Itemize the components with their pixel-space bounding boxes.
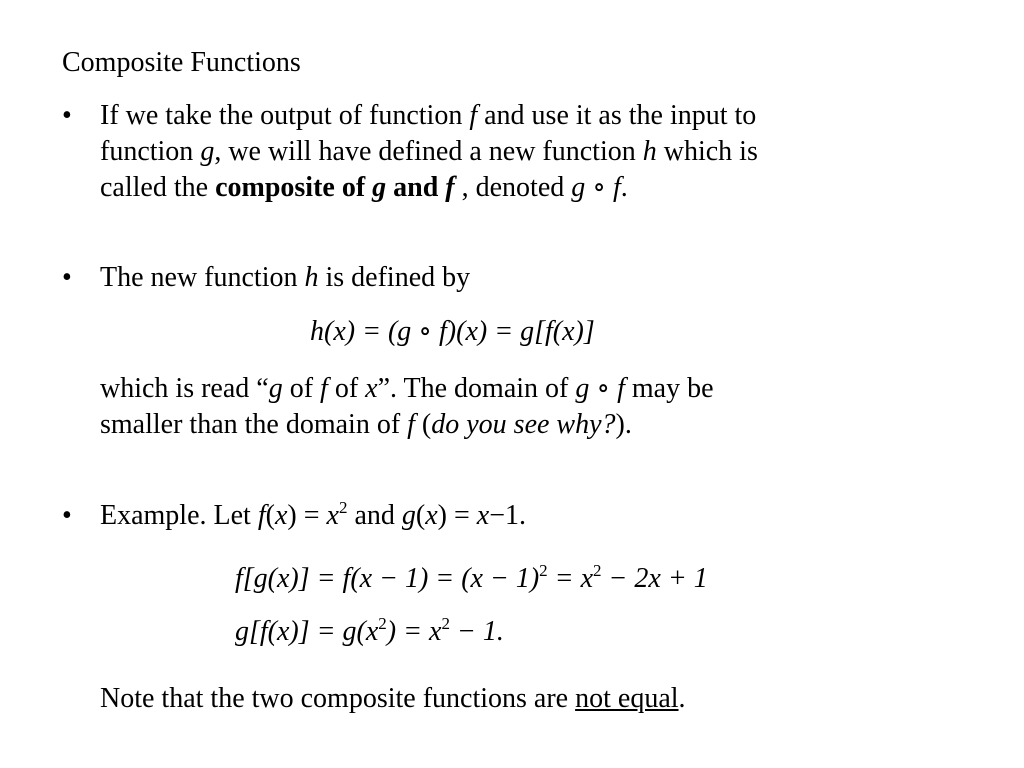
math-expression: − 2x + 1	[601, 563, 708, 594]
text-span: (	[414, 409, 432, 440]
exponent: 2	[378, 614, 387, 633]
text-span: Note that the two composite functions are	[100, 683, 576, 714]
bullet-point-icon: •	[62, 100, 72, 131]
text-line	[100, 498, 526, 534]
math-expression: g[f(x)] = g(x	[235, 616, 379, 647]
text-span: of	[327, 373, 366, 404]
math-var-x: x	[476, 500, 490, 531]
text-span: of	[282, 373, 321, 404]
text-line	[100, 260, 470, 296]
math-expression: = x	[547, 563, 593, 594]
text-span: which is	[656, 136, 758, 167]
text-span: ) =	[437, 500, 477, 531]
math-var-x: x	[326, 500, 339, 531]
underlined-text: not equal	[575, 683, 679, 714]
text-span: and	[347, 500, 402, 531]
bold-term	[215, 172, 455, 203]
text-span: Example. Let	[100, 500, 258, 531]
math-var-x: x	[365, 373, 378, 404]
math-var-f: f	[320, 373, 328, 404]
math-composition: g ∘ f	[571, 172, 621, 203]
math-var-g: g	[268, 373, 283, 404]
math-expression: f[g(x)] = f(x − 1) = (x − 1)	[235, 563, 540, 594]
text-span: (	[265, 500, 275, 531]
text-span: (	[415, 500, 426, 531]
exponent: 2	[441, 614, 450, 633]
text-span: composite of	[215, 172, 373, 203]
math-var-f: f	[407, 409, 415, 440]
text-span: and use it as the input to	[477, 100, 757, 131]
text-span: called the	[100, 172, 216, 203]
text-line	[100, 407, 632, 443]
math-var-x: x	[425, 500, 438, 531]
equation-g-of-f	[235, 614, 504, 650]
text-line	[100, 98, 756, 134]
text-span: .	[678, 683, 686, 714]
math-var-f: f	[257, 500, 266, 531]
math-var-g: g	[200, 136, 215, 167]
math-var-f: f	[445, 172, 455, 203]
text-span: and	[386, 172, 446, 203]
math-var-f: f	[469, 100, 478, 131]
equation-h-definition: h(x) = (g ∘ f)(x) = g[f(x)]	[310, 316, 595, 347]
math-var-h: h	[304, 262, 319, 293]
text-span: .	[620, 172, 628, 203]
exponent: 2	[593, 561, 602, 580]
note-line	[100, 681, 686, 717]
text-span: , we will have defined a new function	[214, 136, 643, 167]
text-line	[100, 134, 758, 170]
bullet-point-icon: •	[62, 262, 72, 293]
math-var-g: g	[372, 172, 387, 203]
text-span: The new function	[100, 262, 305, 293]
text-span: smaller than the domain of	[100, 409, 408, 440]
math-var-x: x	[274, 500, 288, 531]
bullet-point-icon: •	[62, 500, 72, 531]
math-expression: ) = x	[386, 616, 442, 647]
text-span: −1.	[489, 500, 526, 531]
text-line	[100, 170, 628, 206]
exponent: 2	[539, 561, 548, 580]
text-span: is defined by	[318, 262, 471, 293]
text-span: may be	[624, 373, 714, 404]
equation-f-of-g	[235, 561, 708, 597]
math-composition: g ∘ f	[575, 373, 625, 404]
text-line	[100, 371, 714, 407]
text-span: function	[100, 136, 201, 167]
math-expression: − 1.	[449, 616, 504, 647]
italic-question: do you see why?	[431, 409, 616, 440]
text-span: If we take the output of function	[100, 100, 470, 131]
math-var-g: g	[401, 500, 416, 531]
exponent: 2	[338, 498, 348, 517]
text-span: , denoted	[454, 172, 572, 203]
math-var-h: h	[642, 136, 657, 167]
text-span: ”. The domain of	[377, 373, 576, 404]
text-span: ) =	[287, 500, 327, 531]
text-span: which is read “	[100, 373, 269, 404]
text-span: ).	[615, 409, 632, 440]
slide-title: Composite Functions	[62, 47, 301, 78]
